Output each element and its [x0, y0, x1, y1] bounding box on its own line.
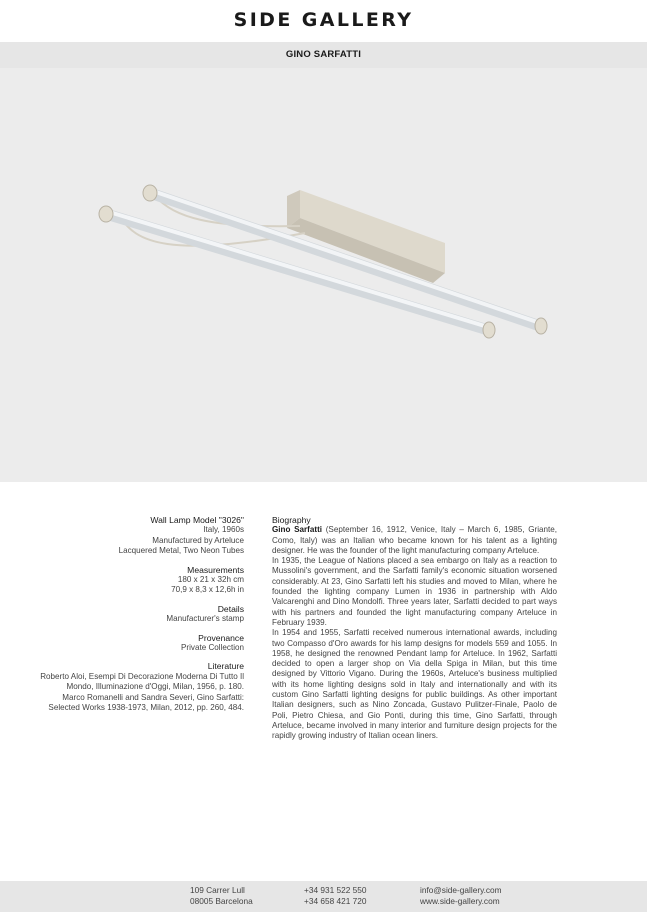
gallery-logo: SIDE GALLERY [233, 9, 414, 31]
details-label: Details [217, 603, 244, 614]
biography-paragraph: In 1935, the League of Nations placed a sea embargo on Italy as a reaction to Mussolini's government, and the Sarfatti family's economic situation worsened considerably. At 23, Gino Sarfatti left his studies and moved to Milan, where he founded the lighting company Lumen in 1936 in partnership with Aldo Valcarenghi and Dino Mondolfi. Three years later, Sarfatti decided to part ways with his partners and founded the light manufacturing company Arteluce in February 1939. [272, 556, 557, 627]
details-value: Manufacturer's stamp [166, 614, 244, 624]
biography [272, 515, 557, 742]
literature-label: Literature [207, 661, 244, 672]
product-origin: Italy, 1960s [203, 525, 244, 535]
measurements-label: Measurements [187, 564, 244, 575]
product-title: Wall Lamp Model "3026" [150, 515, 244, 525]
biography-intro: (September 16, 1912, Venice, Italy – March 6, 1985, Griante, Como, Italy) was an Italian who became known for his talent as a lighting designer. He was the founder of the light manufacturing company Arteluce. [272, 525, 557, 555]
measurements-cm: 180 x 21 x 32h cm [177, 575, 244, 585]
product-details [10, 515, 244, 722]
website-link[interactable]: www.side-gallery.com [420, 896, 500, 906]
artist-name-bar: GINO SARFATTI [0, 42, 647, 68]
literature-line: Selected Works 1938-1973, Milan, 2012, pp. 260, 484. [48, 703, 244, 713]
provenance-value: Private Collection [181, 643, 244, 653]
product-manufacturer: Manufactured by Arteluce [152, 535, 244, 545]
literature-line: Marco Romanelli and Sandra Severi, Gino Sarfatti: [62, 692, 244, 702]
product-materials: Lacquered Metal, Two Neon Tubes [118, 546, 244, 556]
address-line: 08005 Barcelona [190, 896, 253, 906]
address-line: 109 Carrer Lull [190, 885, 245, 895]
biography-label: Biography [272, 515, 311, 525]
biography-name: Gino Sarfatti [272, 525, 323, 535]
phone-number[interactable]: +34 658 421 720 [304, 896, 367, 906]
provenance-label: Provenance [198, 632, 244, 643]
literature-line: Mondo, Illuminazione d'Oggi, Milan, 1956, p. 180. [66, 682, 244, 692]
footer-phones [304, 885, 367, 907]
footer-contact [420, 885, 502, 907]
wall-lamp-image [0, 68, 647, 482]
literature-line: Roberto Aloi, Esempi Di Decorazione Moderna Di Tutto Il [40, 671, 244, 681]
biography-paragraph [272, 525, 557, 556]
email-link[interactable]: info@side-gallery.com [420, 885, 502, 895]
product-photo [0, 68, 647, 482]
measurements-in: 70,9 x 8,3 x 12,6h in [171, 585, 244, 595]
phone-number[interactable]: +34 931 522 550 [304, 885, 367, 895]
footer [0, 881, 647, 912]
footer-address [190, 885, 253, 907]
biography-paragraph: In 1954 and 1955, Sarfatti received numerous international awards, including two Compasso d'Oro awards for his lamp designs for models 559 and 1055. In 1958, he designed the renowned Pendant lamp for Arteluce. In 1962, Sarfatti decided to open a larger shop on Via della Spiga in Milan, but this time designed by Vittorio Vigano. During the 1960s, Arteluce's business multiplied with its home lighting designs sold in Italy and internationally and with its custom Gino Sarfatti lighting designs for public buildings. As other important Italian designers, such as Nino Zoncada, Gustavo Pulitzer-Finale, Paolo de Poli, Pietro Chiesa, and Gio Ponti, during this time, Gino Sarfatti, through Arteluce, became involved in many interior and furniture design projects for the rapidly growing industry of Italian ocean liners. [272, 628, 557, 741]
